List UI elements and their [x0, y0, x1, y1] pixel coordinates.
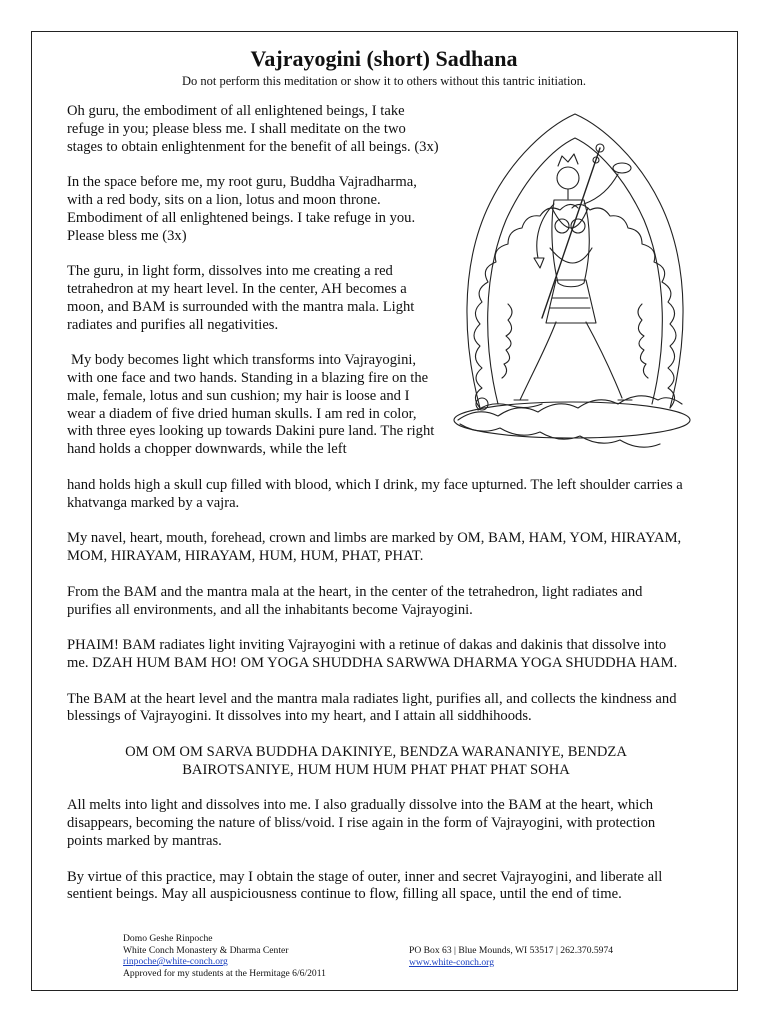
upper-text-column [67, 103, 439, 459]
footer-contact [123, 933, 326, 979]
vajrayogini-illustration [450, 108, 700, 450]
footer-address-block [409, 945, 613, 968]
paragraph-root-guru: In the space before me, my root guru, Buddha Vajradharma, with a red body, sits on a lion, lotus and moon throne. Embodiment of all enlightened beings. I take refuge in you. Please bless me (3x) [67, 174, 417, 244]
footer-approval: Approved for my students at the Hermitage 6/6/2011 [123, 967, 326, 979]
paragraph-environment: From the BAM and the mantra mala at the heart, in the center of the tetrahedron, light radiates and purifies all environments, and all the inhabitants become Vajrayogini. [67, 583, 643, 618]
mantra-block [67, 744, 685, 780]
paragraph-self-generation: My body becomes light which transforms into Vajrayogini, with one face and two hands. Standing in a blazing fire on the male, female, lotus and sun cushion; my hair is loose and I wear a diadem of five dried human skulls. I am red in color, with three eyes looking up towards Dakini pure land. The right hand holds a chopper downwards, while the left [67, 352, 435, 458]
paragraph-self-generation-continued: hand holds high a skull cup filled with blood, which I drink, my face upturned. The left shoulder carries a khatvanga marked by a vajra. [67, 477, 683, 511]
flame-aureole-outer [467, 114, 683, 408]
footer-name: Domo Geshe Rinpoche [123, 933, 213, 944]
figure-head [557, 167, 579, 189]
page-subtitle: Do not perform this meditation or show it to others without this tantric initiation. [181, 74, 587, 88]
paragraph-tetrahedron: The guru, in light form, dissolves into me creating a red tetrahedron at my heart level. In the center, AH becomes a moon, and BAM is surrounded with the mantra mala. Light radiates and purifies all negativities. [67, 263, 415, 333]
footer-address: PO Box 63 | Blue Mounds, WI 53517 | 262.370.5974 [409, 945, 614, 956]
paragraph-invitation: PHAIM! BAM radiates light inviting Vajrayogini with a retinue of dakas and dakinis that dissolve into me. DZAH HUM BAM HO! OM YOGA SHUDDHA SARWWA DHARMA YOGA SHUDDHA HAM. [67, 637, 678, 671]
paragraph-blessings: The BAM at the heart level and the mantra mala radiates light, purifies all, and collects the kindness and blessings of Vajrayogini. It dissolves into my heart, and I attain all siddhihoods. [67, 690, 677, 725]
footer-website-link[interactable]: www.white-conch.org [409, 956, 494, 968]
lotus-base [454, 402, 690, 438]
mantra-line-1: OM OM OM SARVA BUDDHA DAKINIYE, BENDZA WARANANIYE, BENDZA [125, 743, 627, 760]
paragraph-dedication: By virtue of this practice, may I obtain the stage of outer, inner and secret Vajrayogini, and liberate all sentient beings. May all auspiciousness continue to flow, filling all space, until the end of time. [67, 868, 663, 903]
footer-org: White Conch Monastery & Dharma Center [123, 944, 289, 956]
lower-text-column [67, 477, 685, 922]
page-title: Vajrayogini (short) Sadhana [250, 46, 518, 71]
paragraph-syllables: My navel, heart, mouth, forehead, crown and limbs are marked by OM, BAM, HAM, YOM, HIRAYAM, MOM, HIRAYAM, HIRAYAM, HUM, HUM, PHAT, PHAT. [67, 530, 682, 565]
flame-aureole-inner [488, 138, 663, 404]
paragraph-refuge: Oh guru, the embodiment of all enlightened beings, I take refuge in you; please bless me. I shall meditate on the two stages to obtain enlightenment for the benefit of all beings. (3x) [67, 103, 439, 155]
paragraph-dissolution: All melts into light and dissolves into me. I also gradually dissolve into the BAM at the heart, which disappears, becoming the nature of bliss/void. I rise again in the form of Vajrayogini, with protection points marked by mantras. [67, 797, 656, 849]
footer-email-link[interactable]: rinpoche@white-conch.org [123, 956, 228, 968]
mantra-line-2: BAIROTSANIYE, HUM HUM HUM PHAT PHAT PHAT SOHA [182, 761, 570, 778]
